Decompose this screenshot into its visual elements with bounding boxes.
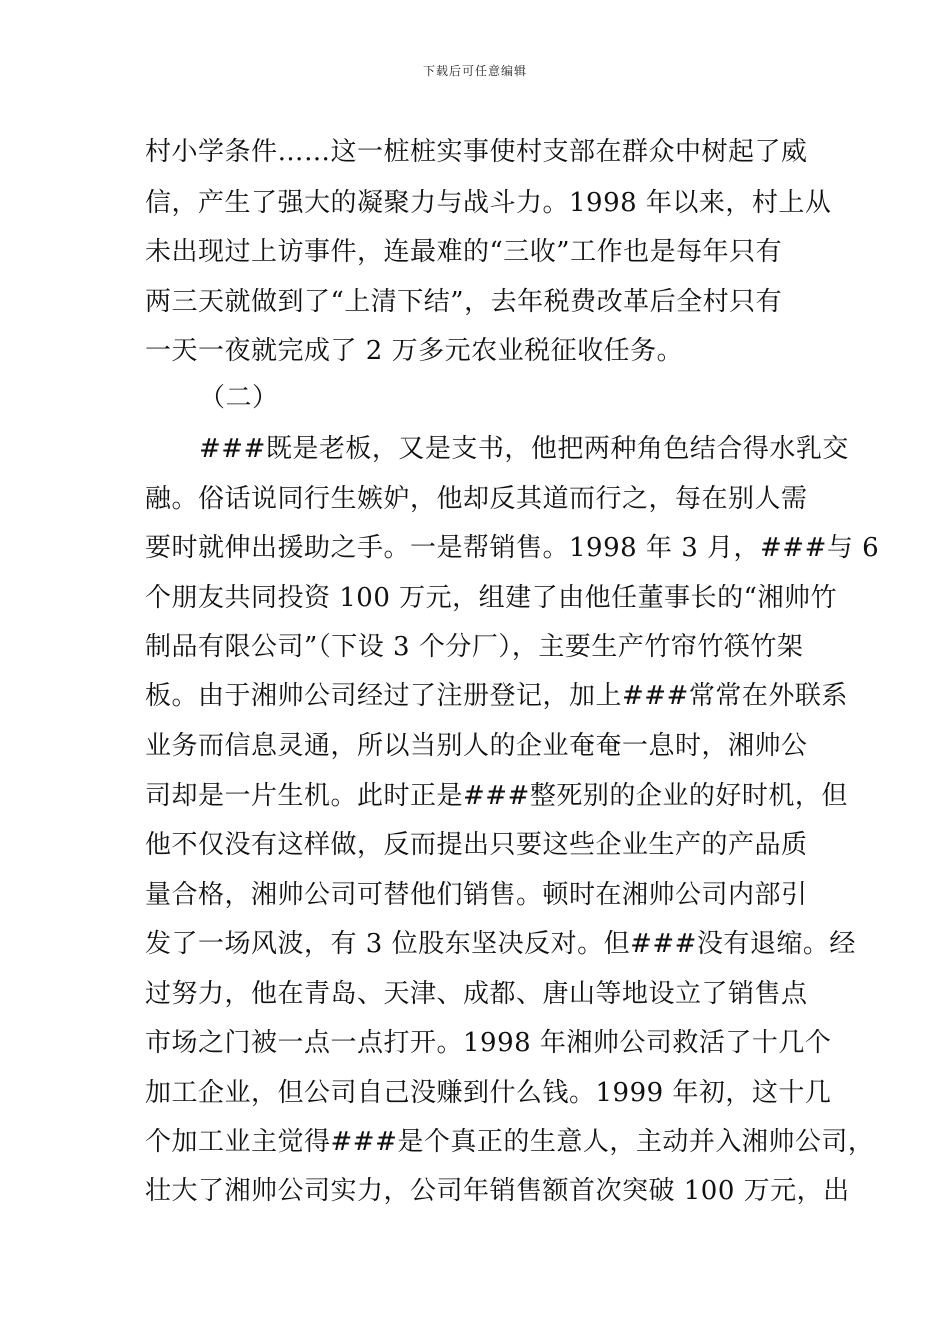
text-line: 发了一场风波，有 3 位股东坚决反对。但###没有退缩。经 bbox=[145, 929, 856, 959]
section-heading: （二） bbox=[199, 383, 279, 413]
text-line: 两三天就做到了“上清下结”，去年税费改革后全村只有 bbox=[145, 287, 783, 317]
text-line: 板。由于湘帅公司经过了注册登记，加上###常常在外联系 bbox=[145, 681, 848, 711]
text-line: 个加工业主觉得###是个真正的生意人，主动并入湘帅公司， bbox=[145, 1127, 875, 1157]
text-line: 过努力，他在青岛、天津、成都、唐山等地设立了销售点 bbox=[145, 979, 808, 1009]
text-line: ###既是老板，又是支书，他把两种角色结合得水乳交 bbox=[199, 434, 849, 464]
text-line: 司却是一片生机。此时正是###整死别的企业的好时机，但 bbox=[145, 781, 848, 811]
text-line: 一天一夜就完成了 2 万多元农业税征收任务。 bbox=[145, 336, 684, 366]
text-line: 未出现过上访事件，连最难的“三收”工作也是每年只有 bbox=[145, 237, 783, 267]
text-line: 个朋友共同投资 100 万元，组建了由他任董事长的“湘帅竹 bbox=[145, 583, 837, 613]
text-line: 要时就伸出援助之手。一是帮销售。1998 年 3 月，###与 6 bbox=[145, 533, 880, 563]
text-line: 壮大了湘帅公司实力，公司年销售额首次突破 100 万元，出 bbox=[145, 1176, 850, 1206]
text-line: 量合格，湘帅公司可替他们销售。顿时在湘帅公司内部引 bbox=[145, 880, 808, 910]
text-line: 加工企业，但公司自己没赚到什么钱。1999 年初，这十几 bbox=[145, 1078, 832, 1108]
text-line: 制品有限公司”（下设 3 个分厂），主要生产竹帘竹筷竹架 bbox=[145, 632, 804, 662]
text-line: 他不仅没有这样做，反而提出只要这些企业生产的产品质 bbox=[145, 830, 808, 860]
text-line: 融。俗话说同行生嫉妒，他却反其道而行之，每在别人需 bbox=[145, 484, 808, 514]
text-line: 业务而信息灵通，所以当别人的企业奄奄一息时，湘帅公 bbox=[145, 731, 808, 761]
text-line: 村小学条件……这一桩桩实事使村支部在群众中树起了威 bbox=[145, 137, 808, 167]
text-line: 市场之门被一点一点打开。1998 年湘帅公司救活了十几个 bbox=[145, 1028, 832, 1058]
text-line: 信，产生了强大的凝聚力与战斗力。1998 年以来，村上从 bbox=[145, 188, 832, 218]
page-header: 下载后可任意编辑 bbox=[422, 64, 527, 78]
